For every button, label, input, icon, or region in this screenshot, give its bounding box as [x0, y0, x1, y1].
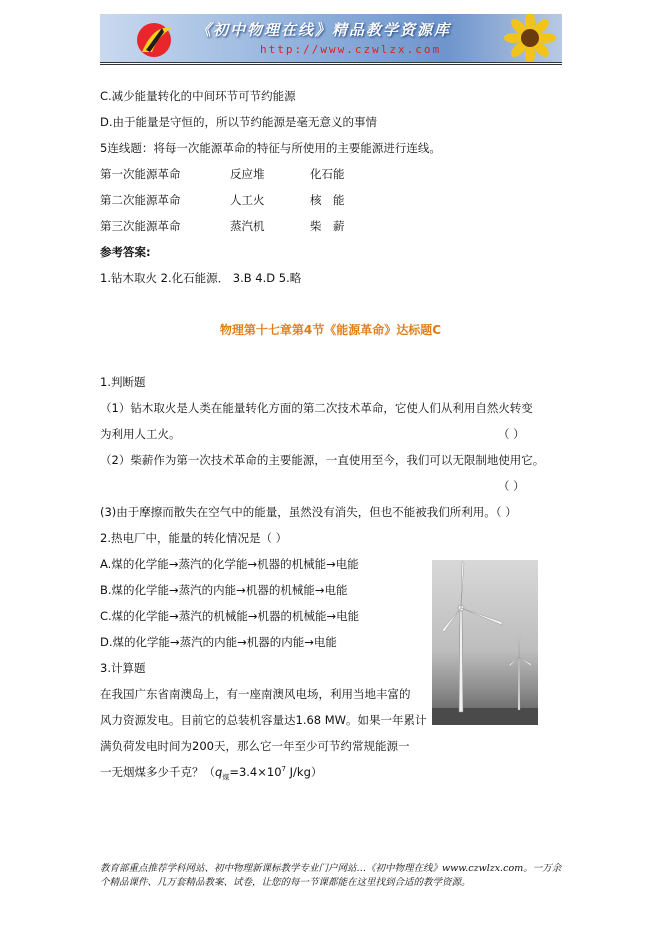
q1-item2-answer-blank: （ ）: [498, 479, 525, 493]
q2-option-c: C.煤的化学能→蒸汽的机械能→机器的机械能→电能: [100, 609, 360, 623]
q3-line2: 风力资源发电。目前它的总装机容量达1.68 MW。如果一年累计: [100, 713, 427, 727]
q1-item1-line2: 为利用人工火。: [100, 427, 181, 441]
wind-turbine-icon: [432, 560, 538, 725]
option-d: D.由于能量是守恒的，所以节约能源是毫无意义的事情: [100, 115, 378, 129]
q3-line3: 满负荷发电时间为200天，那么它一年至少可节约常规能源一: [100, 739, 410, 753]
answer-text: 1.钻木取火 2.化石能源． 3.B 4.D 5.略: [100, 271, 302, 285]
q3-q-value: =3.4×10: [229, 765, 282, 779]
q1-item1-answer-blank: （ ）: [498, 427, 525, 441]
match-right-3: 柴 薪: [310, 219, 345, 233]
q2-title: 2.热电厂中，能量的转化情况是（ ）: [100, 531, 288, 545]
answer-heading: 参考答案:: [100, 245, 151, 259]
q1-item2-line1: （2）柴薪作为第一次技术革命的主要能源，一直使用至今，我们可以无限制地使用它。: [100, 453, 545, 467]
q3-line1: 在我国广东省南澳岛上，有一座南澳风电场，利用当地丰富的: [100, 687, 411, 701]
sunflower-icon: [492, 14, 562, 62]
match-left-3: 第三次能源革命: [100, 219, 181, 233]
match-right-1: 化石能: [310, 167, 345, 181]
section-title: 物理第十七章第4节《能源革命》达标题C: [219, 323, 442, 337]
match-mid-2: 人工火: [230, 193, 265, 207]
wind-turbine-photo: [432, 560, 538, 725]
match-right-2: 核 能: [310, 193, 345, 207]
question-5: 5连线题：将每一次能源革命的特征与所使用的主要能源进行连线。: [100, 141, 441, 155]
q2-option-d: D.煤的化学能→蒸汽的内能→机器的内能→电能: [100, 635, 337, 649]
q1-item3-line1: (3)由于摩擦而散失在空气中的能量，虽然没有消失，但也不能被我们所利用。（ ）: [100, 505, 517, 519]
header-rule: [100, 64, 562, 65]
site-title: 《初中物理在线》精品教学资源库: [196, 21, 452, 39]
q3-q-exponent: 7: [281, 765, 286, 774]
q3-q-subscript: 煤: [222, 773, 230, 782]
q3-line4-text: 一无烟煤多少千克？（: [100, 765, 215, 779]
q3-q-unit: J/kg）: [285, 765, 323, 779]
site-banner: [100, 14, 562, 63]
match-left-2: 第二次能源革命: [100, 193, 181, 207]
q3-title: 3.计算题: [100, 661, 146, 675]
q3-q-symbol: q: [215, 765, 223, 779]
match-left-1: 第一次能源革命: [100, 167, 181, 181]
option-c: C.减少能量转化的中间环节可节约能源: [100, 89, 296, 103]
q2-option-b: B.煤的化学能→蒸汽的内能→机器的机械能→电能: [100, 583, 348, 597]
match-mid-1: 反应堆: [230, 167, 265, 181]
page-footer: 教育部重点推荐学科网站、初中物理新课标教学专业门户网站…《初中物理在线》www.czwlzx.com。一万余个精品课件、几万套精品教案、试卷，让您的每一节课都能在这里找到合适的教学资源。: [100, 863, 562, 888]
match-mid-3: 蒸汽机: [230, 219, 265, 233]
site-url[interactable]: http://www.czwlzx.com: [260, 43, 442, 56]
q3-line4: [100, 764, 322, 782]
q1-title: 1.判断题: [100, 375, 146, 389]
q2-option-a: A.煤的化学能→蒸汽的化学能→机器的机械能→电能: [100, 557, 359, 571]
q1-item1-line1: （1）钻木取火是人类在能量转化方面的第二次技术革命，它使人们从利用自然火转变: [100, 401, 533, 415]
site-logo-icon: [128, 14, 188, 62]
